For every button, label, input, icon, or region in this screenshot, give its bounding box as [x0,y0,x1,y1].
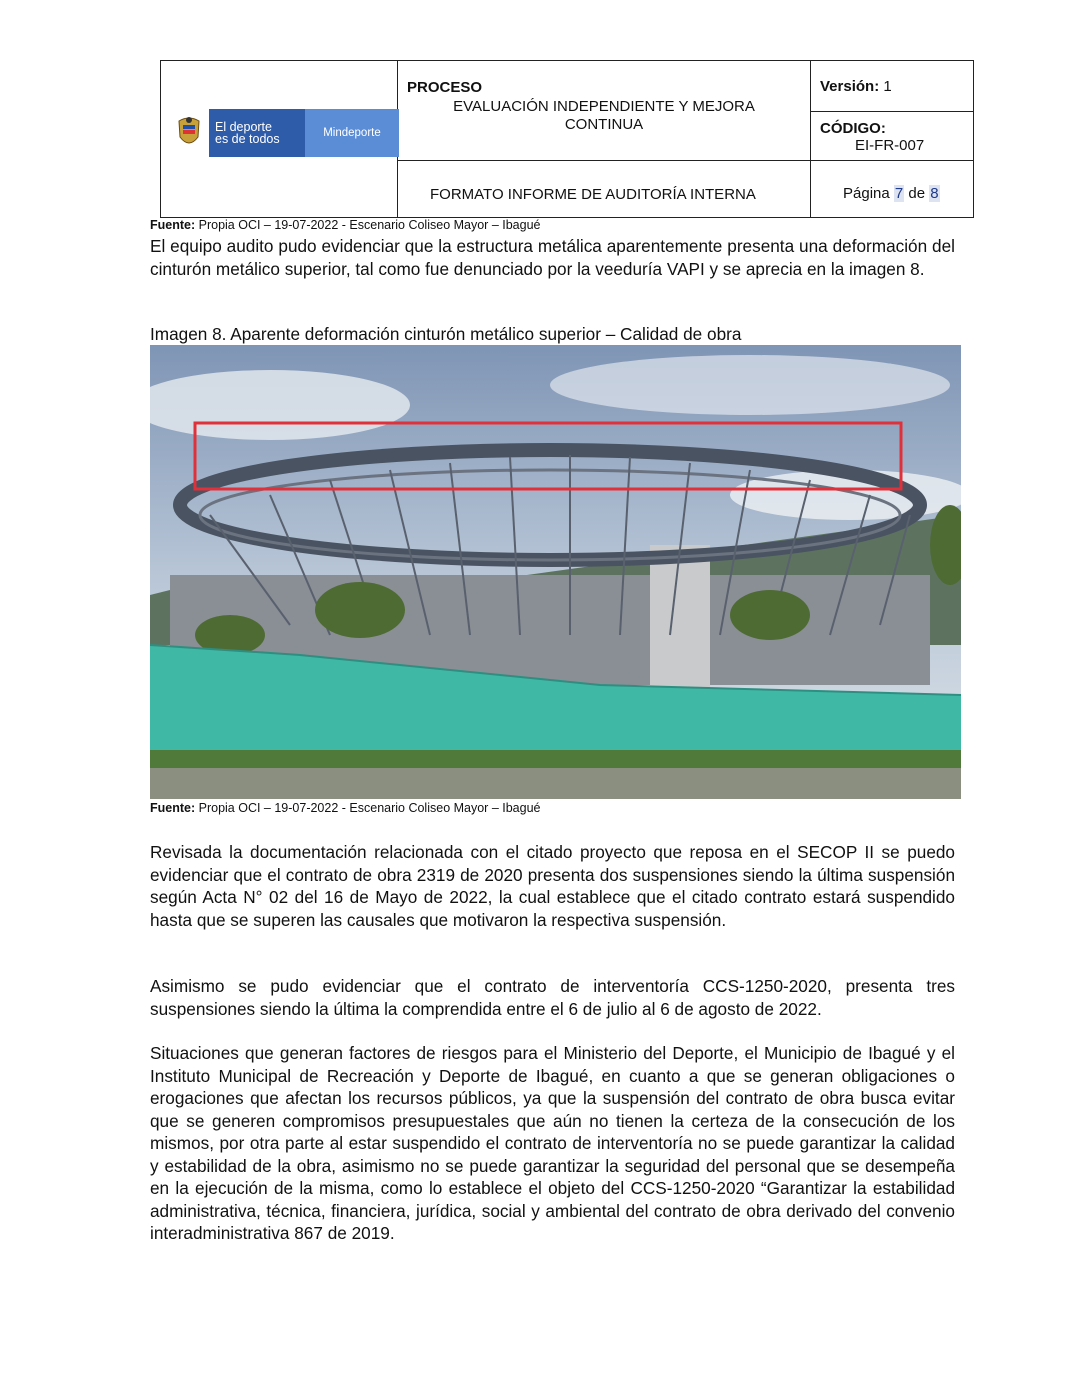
source-note [150,218,540,232]
logo-cell [161,61,398,218]
pagina-label: Página [843,185,890,202]
document-header [160,60,974,218]
logo-slogan-line2: es de todos [215,132,280,146]
codigo-value: EI-FR-007 [855,137,925,154]
paragraph: Revisada la documentación relacionada con el citado proyecto que reposa en el SECOP II se puedo evidenciar que el contrato de obra 2319 de 2020 presenta dos suspensiones siendo la última suspensión según Acta N° 02 del 16 de Mayo de 2022, la cual establece que el citado contrato estará suspendido hasta que se superen las causales que motivaron la respectiva suspensión. [150,842,955,930]
page-counter [843,185,940,202]
source-label: Fuente: [150,801,196,815]
version-cell [811,61,974,112]
colombia-crest-icon [169,109,209,157]
formato-title: FORMATO INFORME DE AUDITORÍA INTERNA [430,186,756,203]
version-value: 1 [883,78,892,95]
source-note [150,801,540,815]
pagina-total: 8 [930,185,939,202]
paragraph: El equipo audito pudo evidenciar que la estructura metálica aparentemente presenta una deformación del cinturón metálico superior, tal como fue denunciado por la veeduría VAPI y se aprecia en la imagen 8. [150,236,955,279]
image-caption: Imagen 8. Aparente deformación cinturón metálico superior – Calidad de obra [150,324,742,344]
source-text: Propia OCI – 19-07-2022 - Escenario Coliseo Mayor – Ibagué [198,801,541,815]
source-text: Propia OCI – 19-07-2022 - Escenario Coliseo Mayor – Ibagué [198,218,541,232]
stadium-photo [150,345,961,799]
logo-slogan [209,109,305,157]
source-label: Fuente: [150,218,196,232]
codigo-cell [811,112,974,161]
proceso-label: PROCESO [407,79,483,96]
logo-brand: Mindeporte [305,109,399,157]
version-label: Versión: [820,78,880,95]
version-text [820,78,892,95]
proceso-value: EVALUACIÓN INDEPENDIENTE Y MEJORA CONTINUA [453,98,755,133]
logo-slogan-line1: El deporte [215,120,272,134]
paragraph: Asimismo se pudo evidenciar que el contrato de interventoría CCS-1250-2020, presenta tres suspensiones siendo la última la comprendida entre el 6 de julio al 6 de agosto de 2022. [150,976,955,1019]
pagina-separator: de [908,185,926,202]
codigo-label: CÓDIGO: [820,120,886,137]
pagina-cell [811,161,974,218]
proceso-cell [398,61,811,161]
pagina-current: 7 [894,185,904,202]
formato-cell [398,161,811,218]
paragraph: Situaciones que generan factores de riesgos para el Ministerio del Deporte, el Municipio de Ibagué y el Instituto Municipal de Recreación y Deporte de Ibagué, en cuanto a que se generan obligaciones o erogaciones que afectan los recursos públicos, ya que la suspensión del contrato de obra busca evitar que se generen compromisos presupuestales que aún no tienen la certeza de la consecución de los mismos, por otra parte al estar suspendido el contrato de interventoría no se puede garantizar la calidad y estabilidad de la obra, asimismo no se puede garantizar la seguridad del personal que se desempeña en la ejecución de la misma, como lo establece el objeto del CCS-1250-2020 “Garantizar la estabilidad administrativa, técnica, financiera, jurídica, social y ambiental del contrato de obra derivado del convenio interadministrativa 867 de 2019. [150,1043,955,1243]
mindeporte-logo [169,109,399,157]
